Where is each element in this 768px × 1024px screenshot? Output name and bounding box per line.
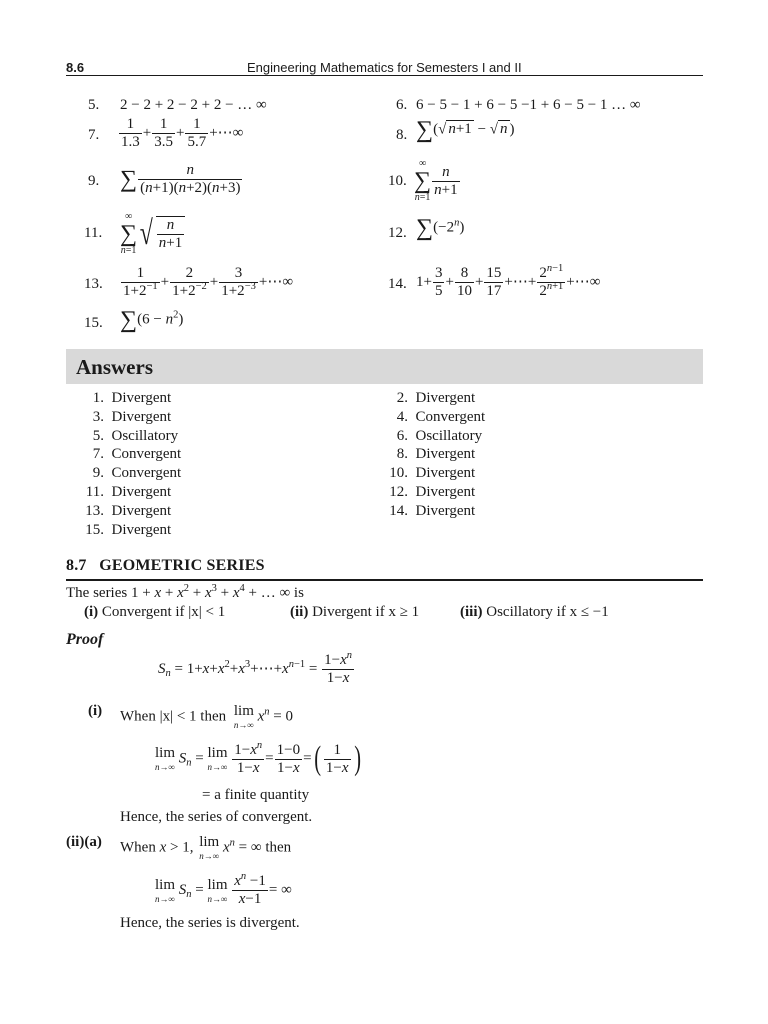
answer-item: 10. Divergent — [389, 465, 476, 481]
exercise-14-expression: 1+ $\frac{3}{5}$ + $\frac{8}{10}$ + $\frac{15}{17}$ +⋯+ $\frac{2^{n-1}}{2^{n+1}}$ +⋯∞ — [416, 263, 601, 299]
header-rule — [66, 75, 703, 76]
condition-iii: (iii) Oscillatory if x ≤ −1 — [460, 604, 609, 620]
finite-quantity: = a finite quantity — [202, 787, 310, 803]
answer-item: 8. Divergent — [396, 446, 476, 462]
exercise-8-expression: ∑(√ n+1 − √ n ) — [416, 117, 515, 143]
answer-item: 6. Oscillatory — [396, 428, 483, 444]
exercise-12-expression: $\sum(-2^n)$ — [416, 215, 465, 241]
answer-item: 7. Convergent — [92, 446, 182, 462]
answer-item: 14. Divergent — [389, 503, 476, 519]
exercise-number: 5. — [88, 97, 100, 113]
condition-i: (i) Convergent if |x| < 1 — [84, 604, 226, 620]
page-number: 8.6 — [66, 60, 85, 75]
answers-heading-band — [66, 349, 703, 384]
limit-case-iia: lim n→∞ $S_n$ = lim n→∞ $\frac{x^n -1}{x-1}$ = ∞ — [155, 871, 292, 907]
section-heading: 8.7 GEOMETRIC SERIES — [66, 557, 265, 574]
section-rule — [66, 579, 703, 581]
case-i-label: (i) — [88, 703, 103, 719]
exercise-number: 10. — [388, 173, 407, 189]
conclusion-case-i: Hence, the series of convergent. — [120, 809, 313, 825]
exercise-number: 13. — [84, 276, 103, 292]
partial-sum-formula: $S_n$ = $1+x+x^2+x^3+\cdots+x^{n-1}$ = $\frac{1-x^n}{1-x}$ — [158, 650, 352, 686]
proof-label: Proof — [66, 631, 104, 648]
answer-item: 4. Convergent — [396, 409, 486, 425]
exercise-9-expression: ∑ $\frac{n}{(n+1)(n+2)(n+3)}$ — [120, 162, 241, 196]
exercise-number: 7. — [88, 127, 100, 143]
answer-item: 1. Divergent — [92, 390, 172, 406]
answer-item: 15. Divergent — [85, 522, 172, 538]
exercise-10-expression: ∞ ∑ n=1 $\frac{n}{n+1}$ — [414, 158, 458, 203]
exercise-number: 8. — [396, 127, 408, 143]
answer-item: 13. Divergent — [85, 503, 172, 519]
condition-ii: (ii) Divergent if x ≥ 1 — [290, 604, 420, 620]
answer-item: 11. Divergent — [85, 484, 172, 500]
conclusion-case-iia: Hence, the series is divergent. — [120, 915, 300, 931]
exercise-number: 6. — [396, 97, 408, 113]
answer-item: 3. Divergent — [92, 409, 172, 425]
exercise-15-expression: $\sum(6 - n^2)$ — [120, 307, 184, 333]
limit-case-i: lim n→∞ $S_n$ = lim n→∞ $\frac{1-x^n}{1-x}$ = $\frac{1-0}{1-x}$ =( $\frac{1}{1-x}$ ) — [155, 739, 361, 777]
exercise-number: 15. — [84, 315, 103, 331]
exercise-6-expression: 6 − 5 − 1 + 6 − 5 −1 + 6 − 5 − 1 … ∞ — [416, 97, 641, 113]
case-iia-statement: When x > 1, lim n→∞ $x^n$ = ∞ then — [120, 834, 292, 861]
answer-item: 12. Divergent — [389, 484, 476, 500]
answer-item: 2. Divergent — [396, 390, 476, 406]
case-iia-label: (ii)(a) — [66, 834, 102, 850]
exercise-11-expression: ∞ ∑ n=1 √ $\frac{n}{n+1}$ — [120, 211, 185, 257]
exercise-5-expression: 2 − 2 + 2 − 2 + 2 − … ∞ — [120, 97, 267, 113]
exercise-number: 9. — [88, 173, 100, 189]
answers-heading: Answers — [76, 355, 153, 379]
answer-item: 5. Oscillatory — [92, 428, 179, 444]
running-header-title: Engineering Mathematics for Semesters I and II — [247, 60, 522, 75]
series-statement: The series $1 + x + x^2 + x^3 + x^4$ + … ∞ is — [66, 583, 304, 601]
exercise-number: 14. — [388, 276, 407, 292]
exercise-7-expression: $\frac{1}{1.3}$ + $\frac{1}{3.5}$ + $\frac{1}{5.7}$ +⋯∞ — [121, 116, 244, 150]
exercise-number: 12. — [388, 225, 407, 241]
case-i-statement: When |x| < 1 then lim n→∞ $x^n = 0$ — [120, 703, 294, 730]
exercise-number: 11. — [84, 225, 103, 241]
exercise-13-expression: $\frac{1}{1+2^{-1}}$ + $\frac{2}{1+2^{-2}}$ + $\frac{3}{1+2^{-3}}$ +⋯∞ — [123, 265, 294, 299]
answer-item: 9. Convergent — [92, 465, 182, 481]
